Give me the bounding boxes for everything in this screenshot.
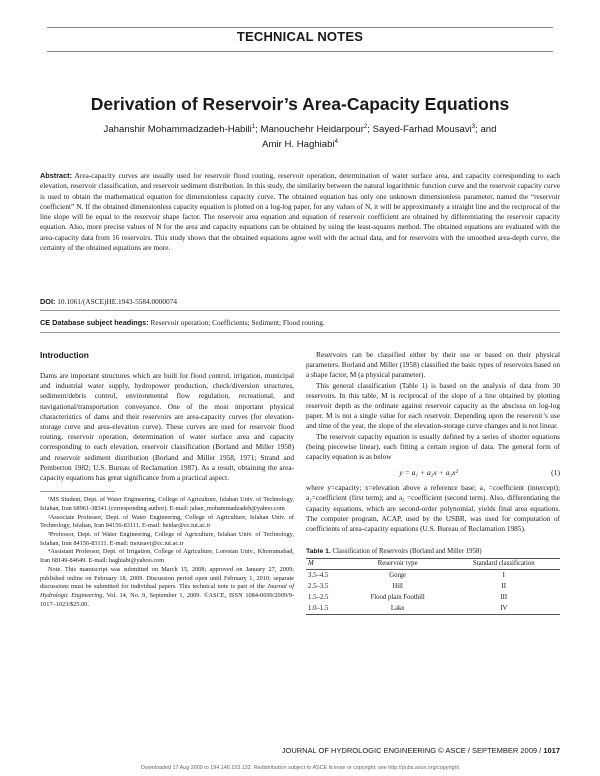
page-number: 1017: [543, 746, 560, 755]
abstract-text: Area-capacity curves are usually used for reservoir flood routing, reservoir operation, determination of water surface area, and capacity corresponding to each elevation, reservoir classification, and reservoir sediment distribution. In this study, the similarity between the natural logarithmic function curve and the reservoir capacity curve is used to obtain the mathematical equation for dimensionless capacity curve. The obtained equation has only one unknown dimensionless parameter, named the “reservoir coefficient” N. If the obtained dimensionless capacity equation is plotted on a log-log paper, for any values of N, it will be approximately a straight line and the reciprocal of the line slope will be equal to the reservoir shape factor. The reservoir area equation and equation of reservoir coefficient are obtained by differentiating the reservoir capacity equation. Also, more precise values of N for the area and capacity equations can be obtained by using the least-squares method. The obtained equations are evaluated with the area-capacity data from 16 reservoirs. This study shows that the obtained equations agree well with the actual data, and for reservoirs with the smoothed area-depth curve, the certainty of the obtained equations are more.: [40, 171, 560, 253]
doi-line: [40, 297, 560, 306]
author-2-affiliation: 2: [363, 124, 368, 130]
author-2: ; Manouchehr Heidarpour: [255, 124, 364, 136]
note-text-end: , Vol. 14, No. 9, September 1, 2009. ©ASCE, ISSN 1084-0699/2009/9-1017–1023/$25.00.: [40, 591, 294, 608]
table-row: [306, 603, 560, 614]
body-paragraph: The reservoir capacity equation is usually defined by a series of shorter equations (being piecewise linear), each fitting a certain region of data. The general form of capacity equation is as below: [306, 431, 560, 462]
table-label: Table 1.: [306, 548, 331, 556]
footnote-4: ⁴Assistant Professor, Dept. of Irrigation, College of Agriculture, Lorestan Univ., Khorramabad, Iran 68149-84649. E-mail: haghiabi@yahoo.com: [40, 548, 294, 565]
classification-table: [306, 559, 560, 614]
cell-type: Flood plain Foothill: [370, 594, 425, 602]
column-header-type: Reservoir type: [377, 560, 418, 568]
divider: [40, 332, 560, 333]
cell-class: III: [500, 594, 508, 602]
author-4-affiliation: 4: [334, 139, 338, 146]
table-rule-bottom: [306, 614, 560, 615]
cell-type: Gorge: [389, 572, 407, 580]
note-journal: Journal of Hydrologic Engineering: [40, 583, 294, 599]
author-1: Jahanshir Mohammadzadeh-Habili: [103, 124, 252, 136]
download-notice: Downloaded 17 Aug 2009 to 194.146.153.132. Redistribution subject to ASCE license or copyright; see http://pubs.asce.org/copyright: [141, 765, 459, 771]
equation-number: (1): [551, 468, 560, 478]
table-row: [306, 570, 560, 581]
abstract-label: Abstract:: [40, 171, 73, 180]
header-rule-bottom: [47, 51, 553, 52]
note-text: Note. This manuscript was submitted on March 15, 2008; approved on January 27, 2009; published online on February 18, 2009. Discussion period open until February 1, 2010; separate discussions must be submitted for individual papers. This technical note is part of the: [40, 565, 294, 591]
subject-headings-label: CE Database subject headings:: [40, 318, 149, 327]
body-paragraph: where y=capacity; x=elevation above a reference base; a₁ =coefficient (intercept); a₂=coefficient (first term); and a₃ =coefficient (second term). Also, differentiating the capacity equations, which are second-order polynomial, yields final area equations. The computer program, ACAP, used by the USBR, was used for computation of coefficients of area-capacity equations (U.S. Bureau of Reclamation 1985).: [306, 483, 560, 534]
article-title: Derivation of Reservoir’s Area-Capacity Equations: [90, 94, 510, 114]
subject-headings: [40, 318, 560, 327]
submission-note: [40, 566, 294, 610]
right-column: [306, 350, 560, 615]
author-and: ; and: [475, 124, 497, 136]
section-heading-introduction: Introduction: [40, 350, 89, 360]
cell-class: I: [502, 572, 505, 580]
author-3: ; Sayed-Farhad Mousavi: [367, 124, 472, 136]
table-header-row: [306, 559, 560, 569]
author-3-affiliation: 3: [471, 124, 476, 130]
body-paragraph: This general classification (Table 1) is based on the analysis of data from 30 reservoirs. In this table, M is reciprocal of the slope of a line obtained by plotting reservoir depth as the ordinate against reservoir capacity as the abscissa on log-log paper. M is not a single value for each reservoir. Depending upon the reservoir’s use and time of the year, the slope of the elevation-storage curve changes and is not linear.: [306, 380, 560, 431]
equation-text: y = a₁ + a₂x + a₃x²: [399, 468, 458, 478]
footnote-3: ³Professor, Dept. of Water Engineering, College of Agriculture, Isfahan Univ. of Technology, Isfahan, Iran 84156-83111. E-mail: mousavi@cc.iut.ac.ir: [40, 531, 294, 547]
page-footer: [40, 746, 560, 755]
divider: [40, 310, 560, 311]
doi-value[interactable]: 10.1061/(ASCE)HE.1943-5584.0000074: [57, 297, 178, 306]
table-caption-text: Classification of Reservoirs (Borland and Miller 1958): [332, 548, 482, 556]
intro-paragraph: Dams are important structures which are built for flood control, irrigation, municipal and industrial water supply, hydropower production, check/diversion structures, sediment/debris control, environmental flow regulation, recreational, and navigational/transportation conveyance. One of the most important physical characteristics of dams and their reservoirs are area-capacity curves (for elevation-storage curve and area-elevation curve). These curves are used for reservoir flood routing, reservoir operation, determination of water surface area and capacity corresponding to each elevation, reservoir classification (Borland and Miller 1958) and reservoir sediment distribution (Borland and Miller 1958, 1971; Strand and Pemberton 1982; U.S. Bureau of Reclamation 1987). As a result, obtaining the area-capacity equations has great significance from a practical aspect.: [40, 371, 294, 483]
column-header-standard: Standard classification: [472, 560, 535, 568]
cell-m: 3.5–4.5: [308, 572, 329, 580]
table-row: [306, 592, 560, 603]
column-header-m: M: [308, 560, 314, 568]
body-paragraph: Reservoirs can be classified either by their use or based on their physical parameters. Borland and Miller (1958) classified the basic types of reservoirs based on a shape factor, M (a physical parameter).: [306, 350, 560, 380]
subject-headings-value: Reservoir operation; Coefficients; Sediment; Flood routing.: [150, 318, 325, 327]
header-rule-top: [47, 27, 553, 28]
author-1-affiliation: 1: [251, 124, 256, 130]
cell-type: Hill: [392, 583, 403, 591]
footer-journal-text: JOURNAL OF HYDROLOGIC ENGINEERING © ASCE / SEPTEMBER 2009 /: [281, 746, 544, 755]
section-label: TECHNICAL NOTES: [236, 29, 364, 44]
cell-class: IV: [500, 605, 508, 613]
author-list: [70, 121, 530, 151]
doi-label: DOI:: [40, 297, 56, 306]
left-column: [40, 350, 294, 609]
abstract: [40, 171, 560, 253]
table-1: [306, 548, 560, 615]
equation-1: [306, 468, 560, 477]
author-4: Amir H. Haghiabi: [262, 139, 335, 151]
cell-m: 2.5–3.5: [308, 583, 329, 591]
table-row: [306, 581, 560, 592]
footnote-2: ²Associate Professor, Dept. of Water Engineering, College of Agriculture, Isfahan Univ. of Technology, Isfahan, Iran 84156-83111. E-mail: heidar@cc.iut.ac.ir: [40, 513, 294, 530]
footnote-rule: [40, 491, 115, 492]
cell-m: 1.5–2.5: [308, 594, 329, 602]
cell-m: 1.0–1.5: [308, 605, 329, 613]
footnote-1: ¹MS Student, Dept. of Water Engineering, College of Agriculture, Isfahan Univ. of Technology, Isfahan, Iran 68961-38341 (corresponding author). E-mail: jahan_mohammadzadeh@yahoo.com: [40, 496, 294, 512]
table-caption: [306, 548, 560, 555]
cell-class: II: [501, 583, 507, 591]
cell-type: Lake: [390, 605, 405, 613]
